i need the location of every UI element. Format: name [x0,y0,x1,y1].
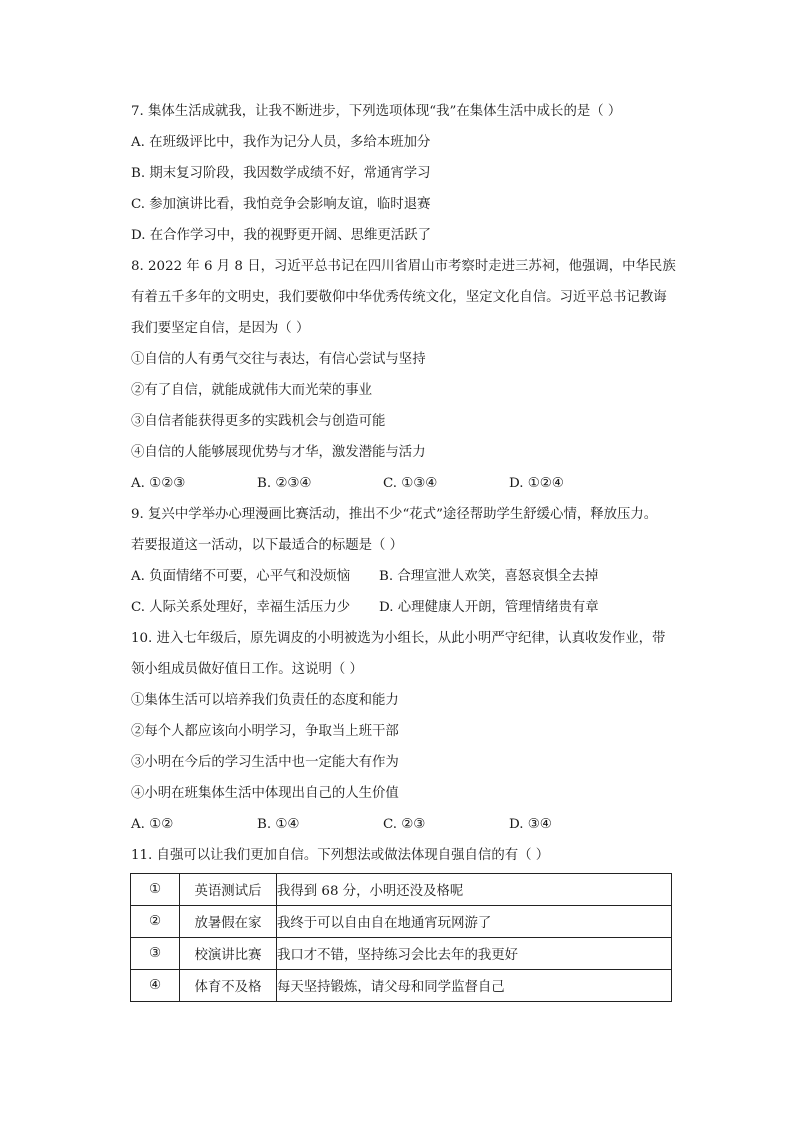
table-row [131,874,672,906]
statement-1: ①自信的人有勇气交往与表达，有信心尝试与坚持 [131,352,426,367]
row-situation: 英语测试后 [180,874,277,906]
question-stem: 7. 集体生活成就我，让我不断进步，下列选项体现“我”在集体生活中成长的是（ ） [131,104,622,119]
option-b: B. ①④ [257,817,300,832]
options-row [131,468,691,499]
table-row [131,938,672,970]
q11-table [130,873,672,1002]
row-situation: 体育不及格 [180,970,277,1002]
statement-3: ③小明在今后的学习生活中也一定能大有作为 [131,755,399,770]
question-11 [131,840,691,1002]
statement-4: ④自信的人能够展现优势与才华，激发潜能与活力 [131,445,426,460]
question-stem-line: 若要报道这一活动，以下最适合的标题是（ ） [131,538,404,553]
row-thought: 每天坚持锻炼，请父母和同学监督自己 [277,970,672,1002]
exam-page [131,96,691,1002]
table-row [131,906,672,938]
option-c: C. ①③④ [383,476,438,491]
question-stem-line: 9. 复兴中学举办心理漫画比赛活动，推出不少“花式”途径帮助学生舒缓心情，释放压力。 [131,507,658,522]
option-c: C. 参加演讲比看，我怕竞争会影响友谊，临时退赛 [131,197,431,212]
statement-2: ②有了自信，就能成就伟大而光荣的事业 [131,383,373,398]
question-stem-line: 有着五千多年的文明史，我们要敬仰中华优秀传统文化，坚定文化自信。习近平总书记教诲 [131,290,667,305]
table-row [131,970,672,1002]
question-stem-line: 8. 2022 年 6 月 8 日，习近平总书记在四川省眉山市考察时走进三苏祠，他强调，中华民族 [131,259,676,274]
option-c: C. 人际关系处理好，幸福生活压力少 [131,600,351,615]
option-a: A. 负面情绪不可要，心平气和没烦恼 [131,569,351,584]
option-b: B. 期末复习阶段，我因数学成绩不好，常通宵学习 [131,166,431,181]
statement-1: ①集体生活可以培养我们负责任的态度和能力 [131,693,399,708]
question-10 [131,623,691,840]
option-a: A. ①② [131,817,174,832]
option-d: D. ①②④ [509,476,564,491]
options-row [131,561,691,592]
row-situation: 校演讲比赛 [180,938,277,970]
row-number: ③ [131,938,180,970]
options-row [131,592,691,623]
option-d: D. 心理健康人开朗，管理情绪贵有章 [379,600,599,615]
statement-2: ②每个人都应该向小明学习，争取当上班干部 [131,724,399,739]
row-number: ② [131,906,180,938]
question-8 [131,251,691,499]
option-d: D. ③④ [509,817,552,832]
option-b: B. 合理宣泄人欢笑，喜怒哀惧全去掉 [379,569,599,584]
question-stem-line: 10. 进入七年级后，原先调皮的小明被选为小组长，从此小明严守纪律，认真收发作业，带 [131,631,666,646]
row-thought: 我终于可以自由自在地通宵玩网游了 [277,906,672,938]
options-row [131,809,691,840]
row-thought: 我得到 68 分，小明还没及格呢 [277,874,672,906]
question-stem: 11. 自强可以让我们更加自信。下列想法或做法体现自强自信的有（ ） [131,848,550,863]
row-number: ① [131,874,180,906]
row-situation: 放暑假在家 [180,906,277,938]
row-number: ④ [131,970,180,1002]
option-c: C. ②③ [383,817,426,832]
question-9 [131,499,691,623]
option-a: A. ①②③ [131,476,186,491]
option-a: A. 在班级评比中，我作为记分人员，多给本班加分 [131,135,431,150]
question-stem-line: 我们要坚定自信，是因为（ ） [131,321,310,336]
option-b: B. ②③④ [257,476,312,491]
statement-3: ③自信者能获得更多的实践机会与创造可能 [131,414,386,429]
statement-4: ④小明在班集体生活中体现出自己的人生价值 [131,786,399,801]
question-7 [131,96,691,251]
row-thought: 我口才不错，坚持练习会比去年的我更好 [277,938,672,970]
question-stem-line: 领小组成员做好值日工作。这说明（ ） [131,662,363,677]
option-d: D. 在合作学习中，我的视野更开阔、思维更活跃了 [131,228,431,243]
